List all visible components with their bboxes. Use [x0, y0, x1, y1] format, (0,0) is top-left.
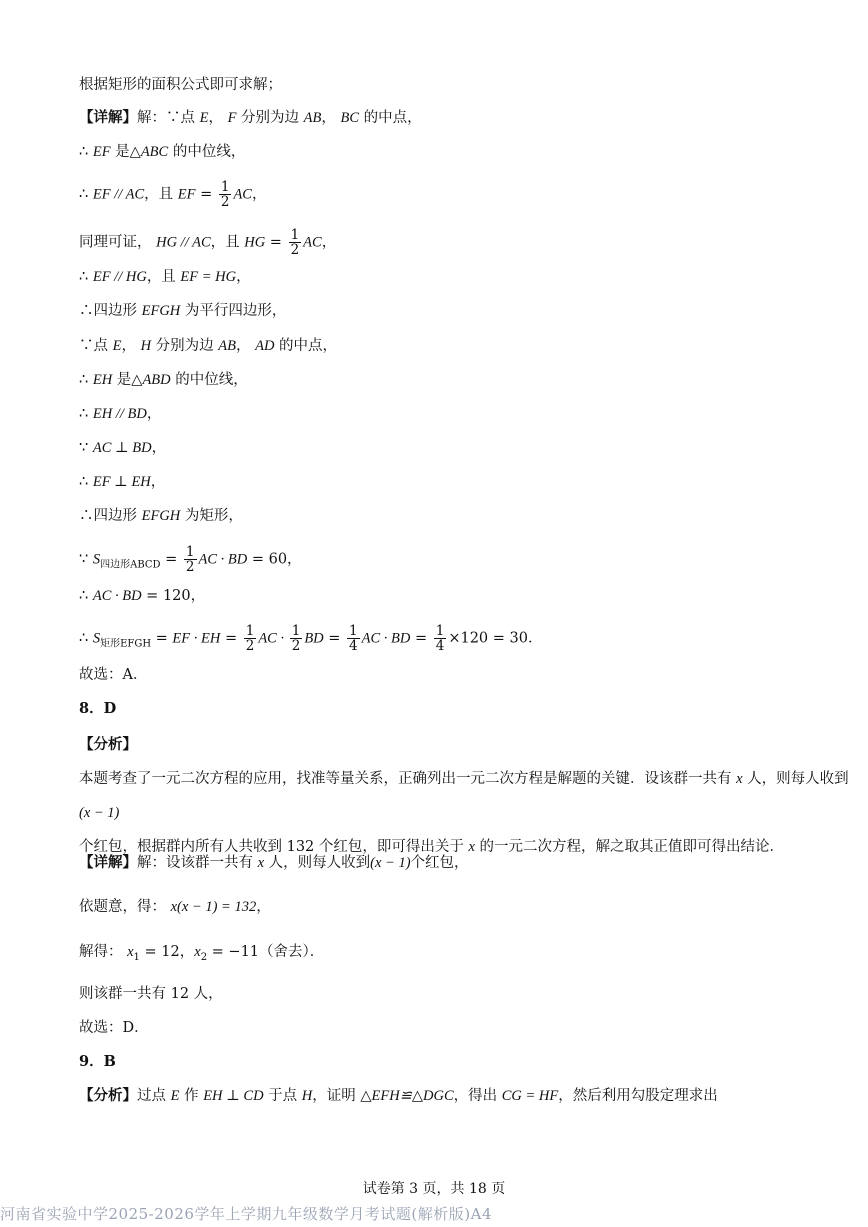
- fraction: $\frac{1}{2}$: [185, 544, 195, 575]
- line-2: 【详解】解：∵点 E， F 分别为边 AB， BC 的中点，: [79, 109, 422, 126]
- fraction: $\frac{1}{2}$: [290, 227, 300, 258]
- line-8: ∵点 E， H 分别为边 AB， AD 的中点，: [79, 338, 338, 354]
- line-24: 解得： $x_1 = 12$，$x_2 = -11$（舍去）．: [79, 944, 325, 963]
- line-3: ∴ EF 是△ABC 的中位线，: [79, 144, 246, 160]
- line-10: ∴ EH // BD，: [79, 406, 162, 422]
- question-8-answer: 8．D: [79, 700, 117, 717]
- line-9: ∴ EH 是△ABD 的中位线，: [79, 372, 248, 388]
- line-5: 同理可证， HG // AC，且 HG = $\frac{1}{2}$ AC，: [79, 227, 337, 258]
- line-4: ∴ EF // AC，且 EF = $\frac{1}{2}$ AC，: [79, 179, 267, 210]
- line-12: ∴ EF ⊥ EH，: [79, 474, 166, 490]
- line-17: 故选：A．: [79, 667, 148, 683]
- question-8-analysis: 【分析】本题考查了一元二次方程的应用，找准等量关系，正确列出一元二次方程是解题的关键．设该群一共有 x 人，则每人收到(x − 1)个红包，根据群内所有人共收到 132 个红包，即可得出关于 x 的一元二次方程，解之取其正值即可得出结论．: [79, 736, 849, 855]
- watermark: 河南省实验中学2025-2026学年上学期九年级数学月考试题(解析版)A4: [0, 1205, 492, 1223]
- line-22: 【详解】解：设该群一共有 x 人，则每人收到(x − 1)个红包，: [79, 854, 469, 871]
- fraction: $\frac{1}{2}$: [245, 623, 255, 654]
- fraction: $\frac{1}{4}$: [349, 623, 358, 654]
- line-28: 【分析】过点 E 作 EH ⊥ CD 于点 H，证明 △EFH≌△DGC，得出 CG = HF，然后利用勾股定理求出: [79, 1087, 718, 1104]
- line-6: ∴ EF // HG，且 EF = HG，: [79, 269, 251, 285]
- fraction: $\frac{1}{2}$: [291, 623, 301, 654]
- line-25: 则该群一共有 12 人，: [79, 986, 223, 1002]
- line-23: 依题意，得： x(x − 1) = 132，: [79, 899, 271, 915]
- line-1: 根据矩形的面积公式即可求解；: [79, 77, 282, 93]
- line-14: ∵ $S_{四边形ABCD}$ = $\frac{1}{2}$ AC · BD = 60，: [79, 544, 302, 575]
- line-26: 故选：D．: [79, 1020, 149, 1036]
- fraction: $\frac{1}{4}$: [435, 623, 445, 654]
- page-footer: 试卷第 3 页，共 18 页: [362, 1181, 506, 1197]
- line-16: ∴ $S_{矩形EFGH}$ = EF · EH = $\frac{1}{2}$ AC · $\frac{1}{2}$ BD = $\frac{1}{4}$ AC · BD = $\frac{1}{4}$ ×120 = 30．: [79, 623, 543, 654]
- line-11: ∵ AC ⊥ BD，: [79, 440, 167, 456]
- line-13: ∴四边形 EFGH 为矩形，: [79, 508, 243, 524]
- line-15: ∴ AC · BD = 120，: [79, 588, 206, 604]
- question-9-answer: 9．B: [79, 1053, 116, 1070]
- line-7: ∴四边形 EFGH 为平行四边形，: [79, 303, 287, 319]
- fraction: $\frac{1}{2}$: [220, 179, 230, 210]
